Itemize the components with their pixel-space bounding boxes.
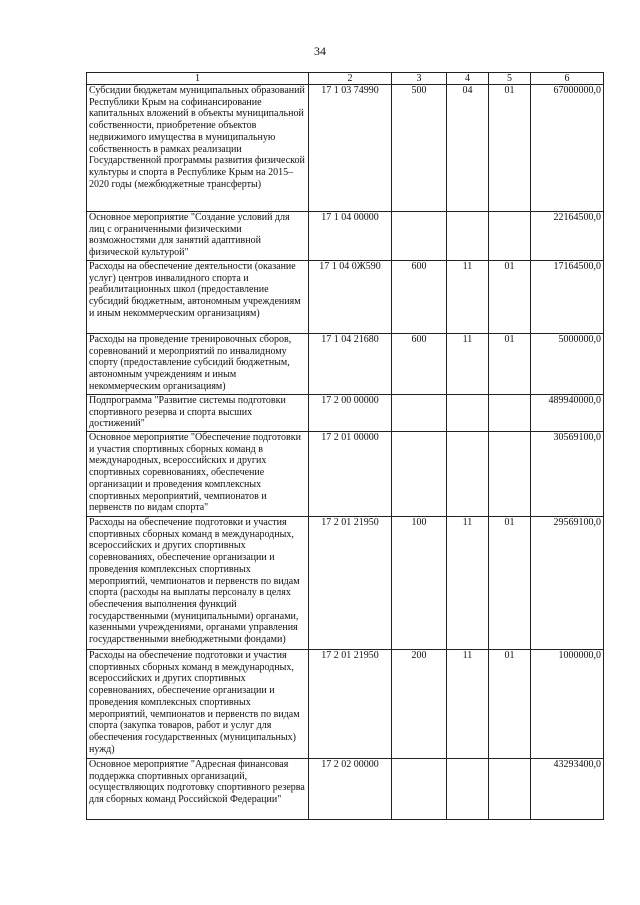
row-pr [489, 432, 531, 517]
row-code: 17 2 01 00000 [309, 432, 392, 517]
row-sum: 5000000,0 [531, 334, 604, 395]
row-pr [489, 759, 531, 820]
row-rz [447, 395, 489, 432]
row-code: 17 2 01 21950 [309, 650, 392, 759]
row-vr: 600 [392, 261, 447, 334]
table-row [87, 759, 604, 820]
row-rz: 04 [447, 85, 489, 212]
row-sum: 489940000,0 [531, 395, 604, 432]
row-code: 17 2 01 21950 [309, 517, 392, 650]
column-header: 4 [447, 73, 489, 85]
row-vr: 100 [392, 517, 447, 650]
row-pr: 01 [489, 261, 531, 334]
row-name: Основное мероприятие "Создание условий для лиц с ограниченными физическими возможностями для занятий адаптивной физической культурой" [87, 212, 309, 261]
row-sum: 17164500,0 [531, 261, 604, 334]
row-name: Расходы на обеспечение подготовки и участия спортивных сборных команд в международных, всероссийских и других спортивных соревнованиях, обеспечение организации и проведения комплексных спортивных мероприятий, чемпионатов и первенств по видам спорта (закупка товаров, работ и услуг для обеспечения государственных (муниципальных) нужд) [87, 650, 309, 759]
row-rz: 11 [447, 261, 489, 334]
row-sum: 29569100,0 [531, 517, 604, 650]
table-row [87, 85, 604, 212]
row-vr: 600 [392, 334, 447, 395]
table-row [87, 261, 604, 334]
row-rz [447, 212, 489, 261]
row-name: Основное мероприятие "Обеспечение подготовки и участия спортивных сборных команд в международных, всероссийских и других спортивных соревнованиях, обеспечение организации и проведения комплексных спортивных мероприятий, чемпионатов и первенств по видам спорта" [87, 432, 309, 517]
row-name: Основное мероприятие "Адресная финансовая поддержка спортивных организаций, осуществляющих подготовку спортивного резерва для сборных команд Российской Федерации" [87, 759, 309, 820]
row-code: 17 1 03 74990 [309, 85, 392, 212]
row-name: Субсидии бюджетам муниципальных образований Республики Крым на софинансирование капитальных вложений в объекты муниципальной собственности, приобретение объектов недвижимого имущества в муниципальную собственность в рамках реализации Государственной программы развития физической культуры и спорта в Республике Крым на 2015–2020 годы (межбюджетные трансферты) [87, 85, 309, 212]
column-header: 3 [392, 73, 447, 85]
row-code: 17 2 00 00000 [309, 395, 392, 432]
column-header: 1 [87, 73, 309, 85]
row-code: 17 2 02 00000 [309, 759, 392, 820]
row-pr [489, 395, 531, 432]
column-header: 2 [309, 73, 392, 85]
budget-table [86, 72, 604, 820]
row-code: 17 1 04 0Ж590 [309, 261, 392, 334]
row-vr [392, 432, 447, 517]
row-pr: 01 [489, 650, 531, 759]
row-rz: 11 [447, 334, 489, 395]
table-row [87, 432, 604, 517]
table-row [87, 395, 604, 432]
row-sum: 67000000,0 [531, 85, 604, 212]
row-rz [447, 759, 489, 820]
row-vr [392, 395, 447, 432]
row-rz [447, 432, 489, 517]
row-sum: 30569100,0 [531, 432, 604, 517]
row-sum: 22164500,0 [531, 212, 604, 261]
row-vr: 500 [392, 85, 447, 212]
row-vr: 200 [392, 650, 447, 759]
row-vr [392, 759, 447, 820]
row-sum: 43293400,0 [531, 759, 604, 820]
row-pr: 01 [489, 85, 531, 212]
row-code: 17 1 04 00000 [309, 212, 392, 261]
row-code: 17 1 04 21680 [309, 334, 392, 395]
column-header: 6 [531, 73, 604, 85]
row-pr: 01 [489, 517, 531, 650]
row-name: Расходы на обеспечение деятельности (оказание услуг) центров инвалидного спорта и реабилитационных школ (предоставление субсидий бюджетным, автономным учреждениям и иным некоммерческим организациям) [87, 261, 309, 334]
row-rz: 11 [447, 650, 489, 759]
table-row [87, 334, 604, 395]
row-vr [392, 212, 447, 261]
header-row [87, 73, 604, 85]
row-pr: 01 [489, 334, 531, 395]
page-number: 34 [314, 44, 326, 58]
row-rz: 11 [447, 517, 489, 650]
row-name: Расходы на проведение тренировочных сборов, соревнований и мероприятий по инвалидному спорту (предоставление субсидий бюджетным, автономным учреждениям и иным некоммерческим организациям) [87, 334, 309, 395]
row-sum: 1000000,0 [531, 650, 604, 759]
table-row [87, 650, 604, 759]
table-row [87, 517, 604, 650]
row-pr [489, 212, 531, 261]
column-header: 5 [489, 73, 531, 85]
row-name: Расходы на обеспечение подготовки и участия спортивных сборных команд в международных, всероссийских и других спортивных соревнованиях, обеспечение организации и проведения комплексных спортивных мероприятий, чемпионатов и первенств по видам спорта (расходы на выплаты персоналу в целях обеспечения выполнения функций государственными (муниципальными) органами, казенными учреждениями, органами управления государственными внебюджетными фондами) [87, 517, 309, 650]
table-row [87, 212, 604, 261]
row-name: Подпрограмма "Развитие системы подготовки спортивного резерва и спорта высших достижений" [87, 395, 309, 432]
